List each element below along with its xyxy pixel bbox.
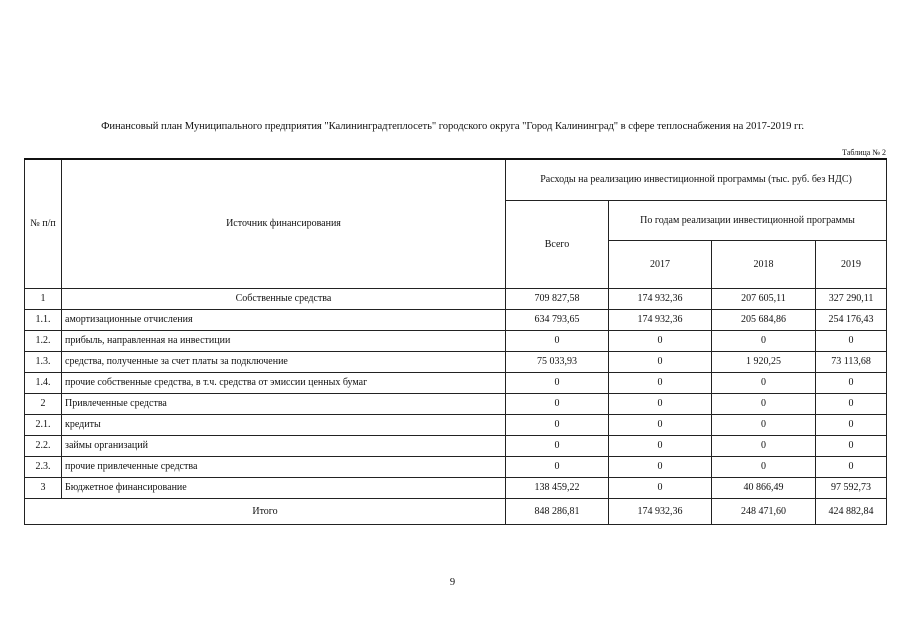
table-row [25, 477, 887, 498]
row-number: 1.1. [25, 309, 62, 330]
row-2018: 40 866,49 [712, 477, 816, 498]
table-row [25, 351, 887, 372]
row-number: 1.3. [25, 351, 62, 372]
table-row [25, 456, 887, 477]
page-number: 9 [449, 577, 456, 588]
row-total: 0 [506, 330, 609, 351]
total-label: Итого [25, 498, 506, 524]
row-2019: 254 176,43 [816, 309, 887, 330]
row-2017: 174 932,36 [609, 309, 712, 330]
total-row [25, 498, 887, 524]
header-year-2017: 2017 [609, 240, 712, 288]
row-2019: 0 [816, 372, 887, 393]
table-row [25, 435, 887, 456]
row-number: 2 [25, 393, 62, 414]
header-source: Источник финансирования [62, 159, 506, 288]
row-total: 75 033,93 [506, 351, 609, 372]
header-number: № п/п [25, 159, 62, 288]
row-2017: 0 [609, 477, 712, 498]
row-total: 634 793,65 [506, 309, 609, 330]
row-2019: 73 113,68 [816, 351, 887, 372]
table-row [25, 372, 887, 393]
table-body [25, 288, 887, 524]
row-source: прибыль, направленная на инвестиции [62, 330, 506, 351]
header-total: Всего [506, 200, 609, 288]
row-total: 0 [506, 372, 609, 393]
row-2018: 207 605,11 [712, 288, 816, 309]
table-row [25, 393, 887, 414]
financial-plan-table [24, 158, 887, 525]
total-2017: 174 932,36 [609, 498, 712, 524]
row-2018: 0 [712, 330, 816, 351]
row-2017: 0 [609, 330, 712, 351]
total-2018: 248 471,60 [712, 498, 816, 524]
row-2017: 0 [609, 351, 712, 372]
row-source: Собственные средства [62, 288, 506, 309]
row-number: 2.1. [25, 414, 62, 435]
header-by-years: По годам реализации инвестиционной программы [609, 200, 887, 240]
header-year-2018: 2018 [712, 240, 816, 288]
header-year-2019: 2019 [816, 240, 887, 288]
total-sum: 848 286,81 [506, 498, 609, 524]
row-source: займы организаций [62, 435, 506, 456]
row-2018: 0 [712, 456, 816, 477]
row-number: 1.4. [25, 372, 62, 393]
row-2018: 0 [712, 435, 816, 456]
row-source: кредиты [62, 414, 506, 435]
row-2017: 0 [609, 372, 712, 393]
row-2018: 0 [712, 393, 816, 414]
row-number: 3 [25, 477, 62, 498]
row-2018: 0 [712, 414, 816, 435]
row-number: 1 [25, 288, 62, 309]
row-2019: 0 [816, 330, 887, 351]
row-2019: 0 [816, 456, 887, 477]
row-2019: 0 [816, 435, 887, 456]
row-total: 0 [506, 456, 609, 477]
table-row [25, 309, 887, 330]
row-2017: 174 932,36 [609, 288, 712, 309]
row-source: Привлеченные средства [62, 393, 506, 414]
row-2018: 1 920,25 [712, 351, 816, 372]
row-total: 709 827,58 [506, 288, 609, 309]
row-source: амортизационные отчисления [62, 309, 506, 330]
row-source: Бюджетное финансирование [62, 477, 506, 498]
row-number: 1.2. [25, 330, 62, 351]
row-source: прочие собственные средства, в т.ч. средства от эмиссии ценных бумаг [62, 372, 506, 393]
row-2018: 0 [712, 372, 816, 393]
row-source: средства, полученные за счет платы за подключение [62, 351, 506, 372]
table-row [25, 288, 887, 309]
row-source: прочие привлеченные средства [62, 456, 506, 477]
row-2019: 0 [816, 414, 887, 435]
row-2017: 0 [609, 456, 712, 477]
row-total: 0 [506, 414, 609, 435]
row-total: 0 [506, 393, 609, 414]
table-caption: Таблица № 2 [842, 148, 886, 157]
row-2018: 205 684,86 [712, 309, 816, 330]
table-row [25, 330, 887, 351]
row-number: 2.2. [25, 435, 62, 456]
page-title: Финансовый план Муниципального предприятия "Калининградтеплосеть" городского округа "Город Калининград" в сфере теплоснабжения на 2017-2019 гг. [101, 121, 804, 132]
row-number: 2.3. [25, 456, 62, 477]
row-2019: 327 290,11 [816, 288, 887, 309]
total-2019: 424 882,84 [816, 498, 887, 524]
row-2017: 0 [609, 393, 712, 414]
row-total: 138 459,22 [506, 477, 609, 498]
row-2019: 0 [816, 393, 887, 414]
row-total: 0 [506, 435, 609, 456]
row-2017: 0 [609, 435, 712, 456]
header-expenses: Расходы на реализацию инвестиционной программы (тыс. руб. без НДС) [506, 159, 887, 200]
table-row [25, 414, 887, 435]
row-2017: 0 [609, 414, 712, 435]
row-2019: 97 592,73 [816, 477, 887, 498]
